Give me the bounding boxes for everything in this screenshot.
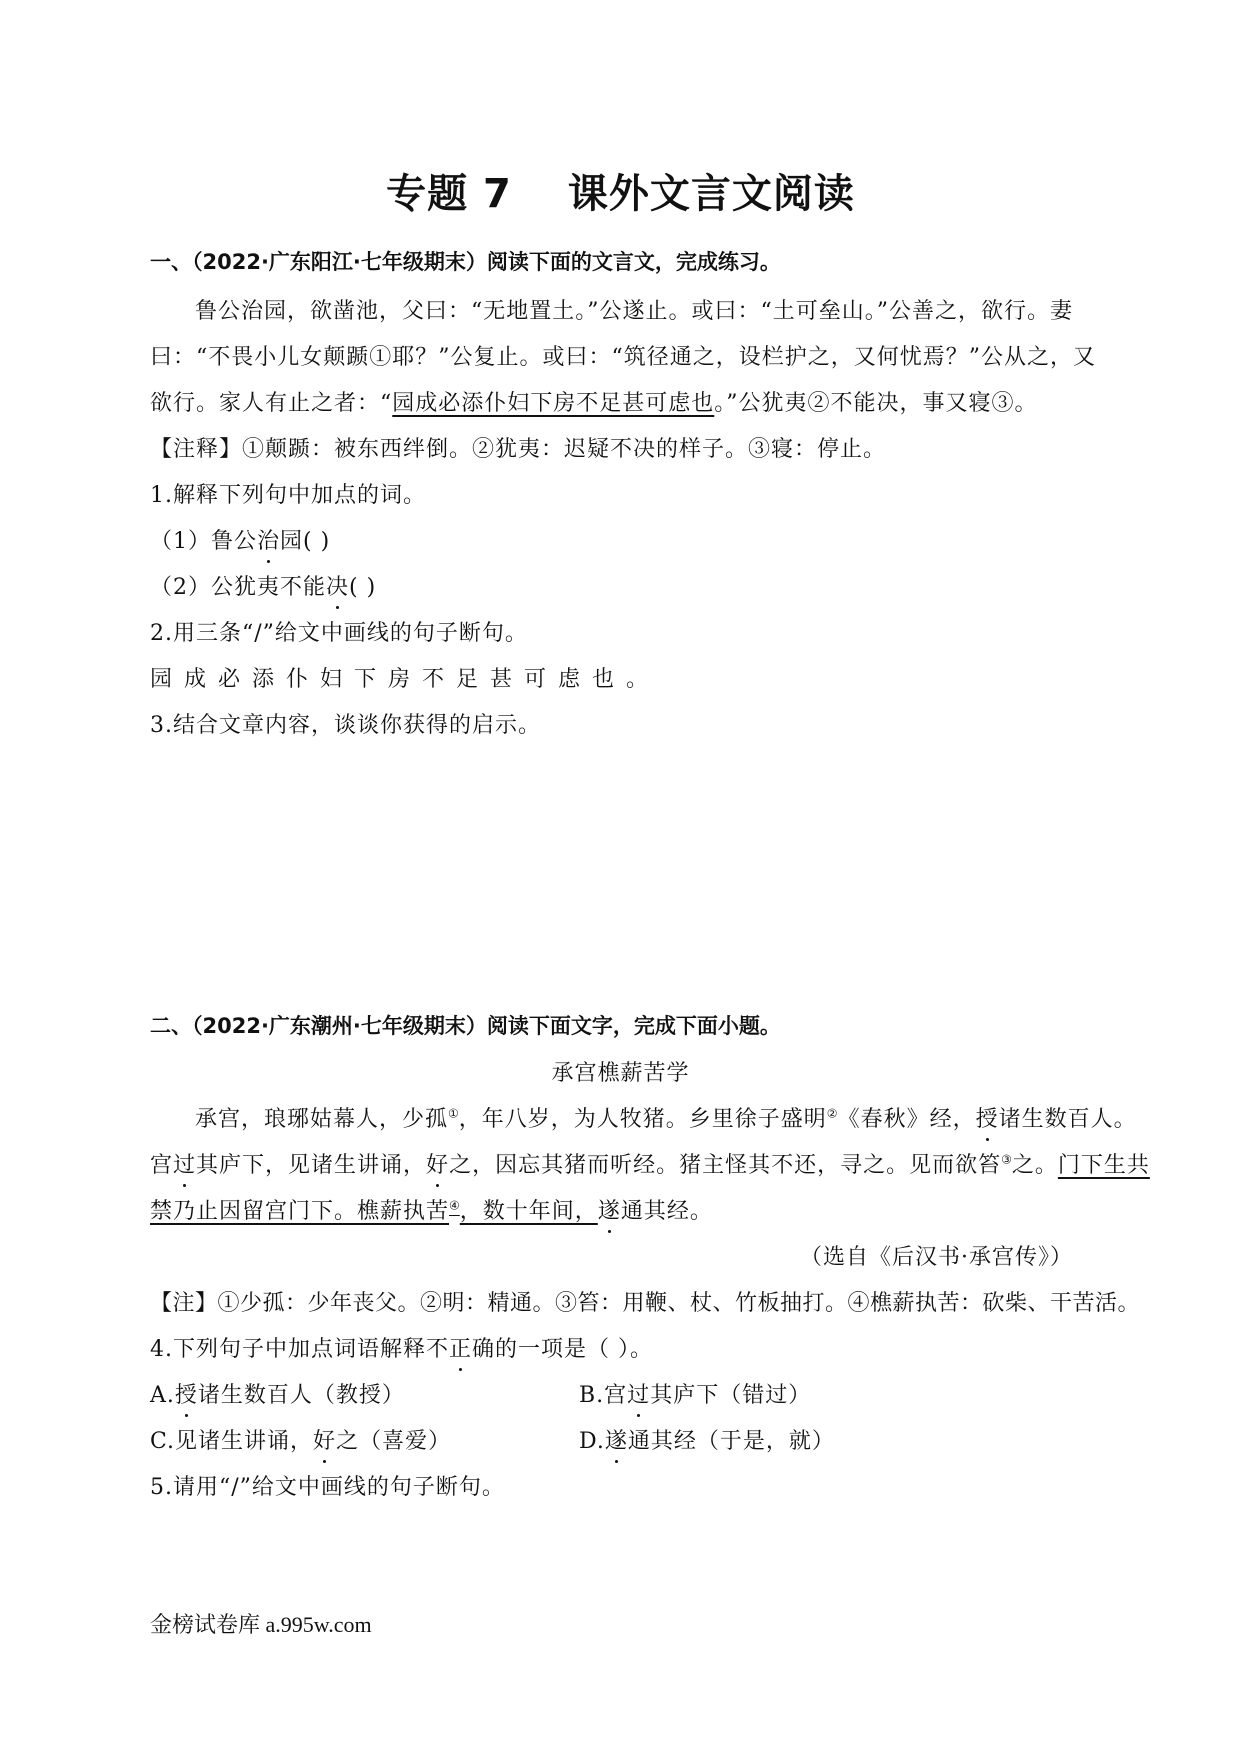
footnote-marker: ③ [1001, 1152, 1012, 1167]
passage-1-line-2: 曰：“不畏小儿女颠踬①耶？”公复止。或曰：“筑径通之，设栏护之，又何忧焉？”公从之，又 [150, 345, 1096, 370]
question-1: 1.解释下列句中加点的词。 [150, 483, 426, 508]
dotted-word: 决 [326, 575, 350, 600]
passage-2-text: 诸生数百人。 [998, 1107, 1137, 1132]
option-a-text: 诸生数百人（教授） [197, 1383, 405, 1408]
option-b-text: 其庐下（错过） [650, 1383, 812, 1408]
option-a [150, 1378, 405, 1409]
question-4-text: 的一项是（ ）。 [495, 1337, 654, 1362]
question-2: 2.用三条“/”给文中画线的句子断句。 [150, 621, 528, 646]
passage-2-text: 之。 [1011, 1153, 1058, 1178]
question-2-sentence: 园成必添仆妇下房不足甚可虑也。 [150, 667, 661, 692]
question-1-item-2 [150, 570, 376, 601]
question-4 [150, 1332, 653, 1363]
passage-1-text: 。”公犹夷②不能决，事又寝③。 [714, 391, 1038, 416]
question-1-item-1-text: （1）鲁公 [150, 529, 257, 554]
question-4-text: 4.下列句子中加点词语解释 [150, 1337, 426, 1362]
option-d [579, 1424, 835, 1455]
dotted-word: 好 [313, 1429, 337, 1454]
passage-2-text: 宫 [150, 1153, 174, 1178]
dotted-word: 治 [257, 529, 281, 554]
title-topic-name: 课外文言文阅读 [567, 171, 855, 217]
footer-watermark: 金榜试卷库 a.995w.com [150, 1612, 372, 1637]
option-a-text: A. [150, 1383, 175, 1408]
underlined-sentence: 园成必添仆妇下房不足甚可虑也 [392, 391, 715, 416]
section-1-note: 【注释】①颠踬：被东西绊倒。②犹夷：迟疑不决的样子。③寝：停止。 [150, 437, 887, 462]
dotted-word: 不正确 [426, 1337, 496, 1362]
question-3: 3.结合文章内容，谈谈你获得的启示。 [150, 713, 541, 738]
question-1-item-1 [150, 524, 330, 555]
option-d-text: D. [579, 1429, 605, 1454]
section-2-note: 【注】①少孤：少年丧父。②明：精通。③笞：用鞭、杖、竹板抽打。④樵薪执苦：砍柴、干苦活。 [150, 1291, 1141, 1316]
passage-2-text: 《春秋》经， [837, 1107, 976, 1132]
footnote-marker: ④ [449, 1198, 460, 1213]
section-2-heading: 二、（2022·广东潮州·七年级期末）阅读下面文字，完成下面小题。 [150, 1014, 781, 1038]
passage-2-text: 其庐下，见诸生讲诵， [196, 1153, 427, 1178]
section-1-heading: 一、（2022·广东阳江·七年级期末）阅读下面的文言文，完成练习。 [150, 250, 781, 274]
title-topic-number: 专题 7 [386, 171, 512, 217]
option-c-text: C.见诸生讲诵， [150, 1429, 314, 1454]
option-d-text: 通其经（于是，就） [627, 1429, 835, 1454]
question-1-item-1-text: 园( ) [280, 529, 331, 554]
passage-2-line-3 [150, 1194, 713, 1225]
passage-1-text: 欲行。家人有止之者：“ [150, 391, 393, 416]
dotted-word: 过 [627, 1383, 651, 1408]
option-c [150, 1424, 451, 1455]
question-1-item-2-text: （2）公犹夷不能 [150, 575, 326, 600]
page-title [0, 162, 1241, 219]
dotted-word: 遂 [597, 1199, 621, 1224]
passage-2-source: （选自《后汉书·承宫传》） [800, 1245, 1073, 1270]
passage-2-text: ，年八岁，为人牧猪。乡里徐子盛明 [458, 1107, 827, 1132]
footnote-marker: ① [448, 1106, 459, 1121]
passage-2-line-2 [150, 1148, 1150, 1179]
dotted-word: 授 [174, 1383, 198, 1408]
passage-2-line-1 [195, 1102, 1137, 1133]
passage-2-text: 承宫，琅琊姑幕人，少孤 [195, 1107, 449, 1132]
underlined-sentence: 门下生共 [1057, 1153, 1150, 1178]
dotted-word: 授 [975, 1107, 999, 1132]
footnote-marker: ② [826, 1106, 838, 1121]
question-1-item-2-text: ( ) [349, 575, 377, 600]
dotted-word: 好 [426, 1153, 450, 1178]
passage-2-title: 承宫樵薪苦学 [551, 1061, 690, 1086]
passage-1-line-3 [150, 386, 1038, 417]
dotted-word: 过 [173, 1153, 197, 1178]
option-c-text: 之（喜爱） [336, 1429, 452, 1454]
passage-2-text: 之，因忘其猪而听经。猪主怪其不还，寻之。见而欲笞 [449, 1153, 1002, 1178]
passage-2-text: 通其经。 [620, 1199, 713, 1224]
dotted-word: 遂 [604, 1429, 628, 1454]
option-b-text: B.宫 [579, 1383, 628, 1408]
passage-1-line-1: 鲁公治园，欲凿池，父曰：“无地置土。”公遂止。或曰：“土可垒山。”公善之，欲行。妻 [195, 299, 1073, 324]
option-b [579, 1378, 811, 1409]
underlined-sentence: ，数十年间， [459, 1199, 598, 1224]
question-5: 5.请用“/”给文中画线的句子断句。 [150, 1475, 505, 1500]
underlined-sentence: 禁乃止因留宫门下。樵薪执苦 [150, 1199, 450, 1224]
